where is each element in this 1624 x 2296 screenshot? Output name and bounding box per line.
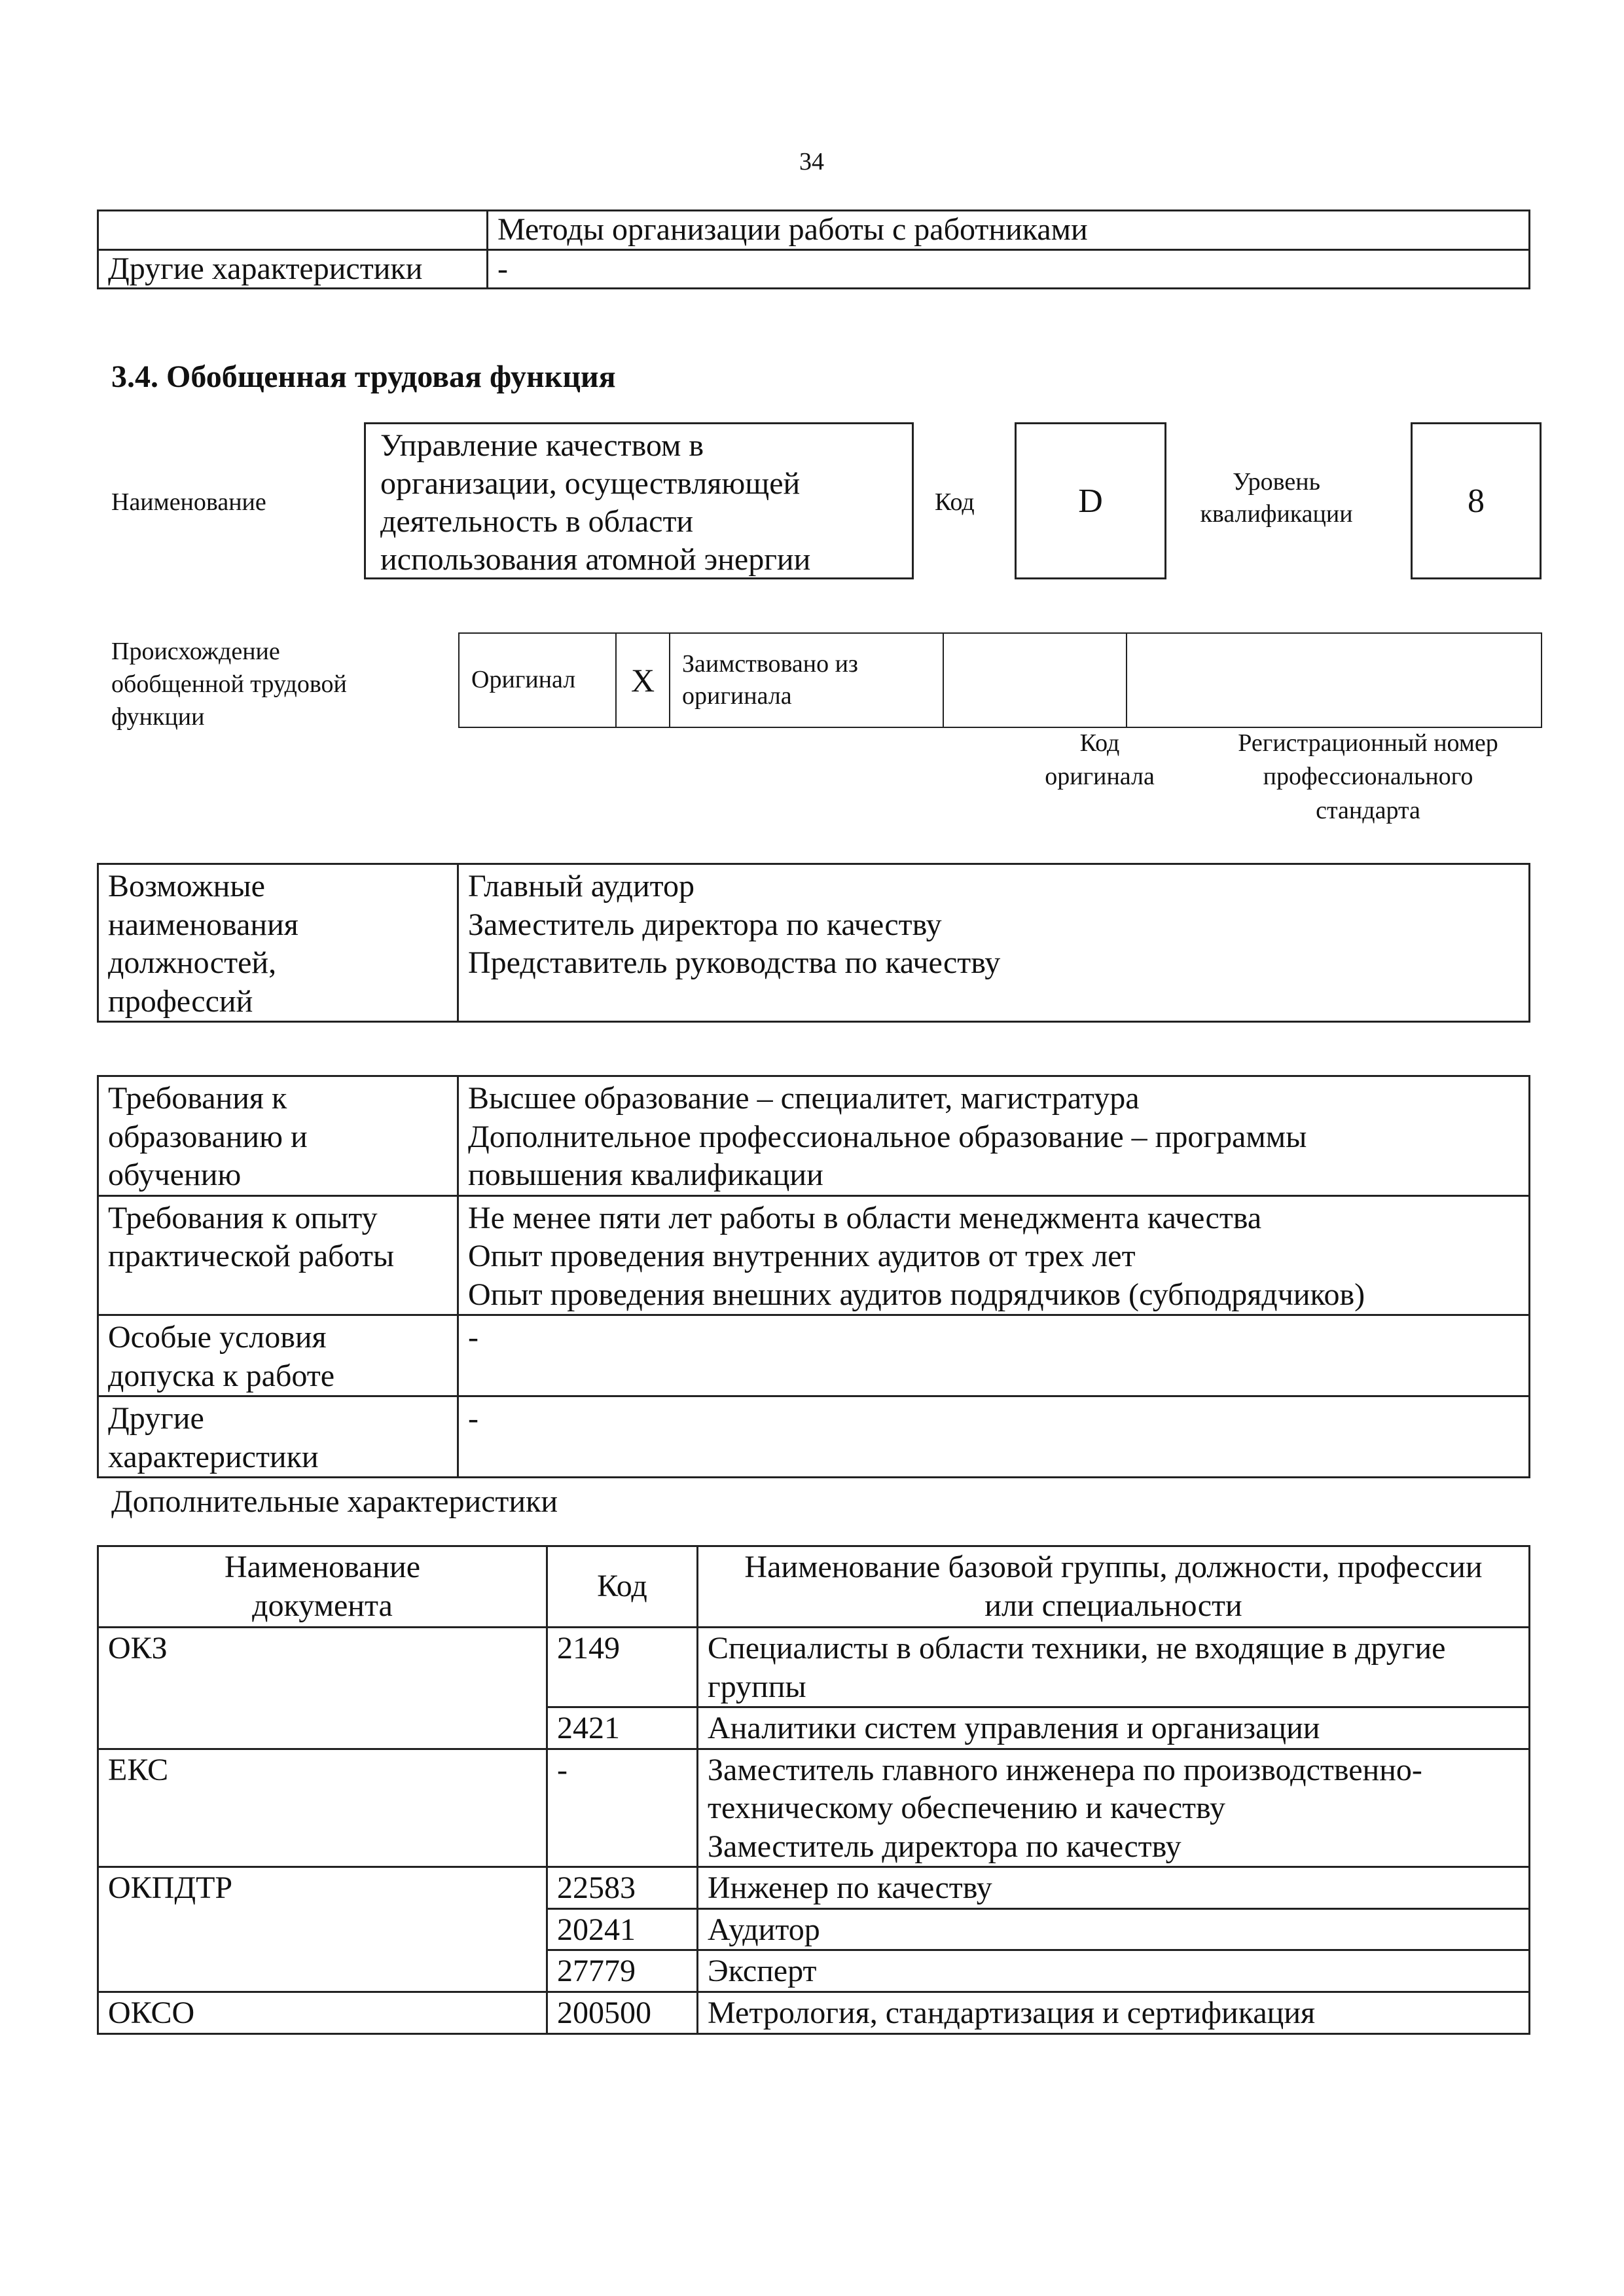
level-label (1191, 466, 1362, 531)
function-name-line: деятельность в области (380, 504, 694, 539)
code-cell: 27779 (547, 1950, 698, 1992)
table-row (98, 864, 1530, 1022)
desc-cell (698, 1908, 1530, 1950)
desc-cell (698, 1950, 1530, 1992)
origin-label-line: Происхождение (111, 638, 280, 665)
label-line: допуска к работе (108, 1358, 335, 1393)
table-row (98, 1628, 1530, 1707)
code-cell: 22583 (547, 1867, 698, 1909)
requirement-value (458, 1076, 1530, 1196)
value-line: Опыт проведения внешних аудитов подрядчиков (субподрядчиков) (468, 1277, 1365, 1312)
requirement-label (98, 1195, 458, 1315)
section-title: 3.4. Обобщенная трудовая функция (111, 359, 616, 394)
code-cell: 2149 (547, 1628, 698, 1707)
original-code-cell (943, 633, 1127, 727)
row-value: Методы организации работы с работниками (488, 211, 1530, 250)
code-cell: 200500 (547, 1992, 698, 2034)
registration-caption-line: профессионального (1263, 763, 1473, 791)
header-line: или специальности (984, 1588, 1242, 1623)
header-line: Наименование (224, 1550, 421, 1584)
table-row (98, 1076, 1530, 1196)
registration-number-cell (1127, 633, 1542, 727)
requirement-label (98, 1076, 458, 1196)
value-line: Высшее образование – специалитет, магистратура (468, 1081, 1140, 1116)
desc-line: Специалисты в области техники, не входящие в другие (708, 1631, 1446, 1666)
table-row (98, 249, 1530, 289)
doc-cell: ЕКС (98, 1749, 547, 1867)
name-label: Наименование (111, 488, 266, 516)
table-row (98, 211, 1530, 250)
table-row (98, 1992, 1530, 2034)
position-item: Главный аудитор (468, 869, 695, 903)
label-line: характеристики (108, 1439, 319, 1474)
desc-line: Эксперт (708, 1954, 817, 1989)
origin-label-line: функции (111, 703, 205, 731)
label-line: Возможные (108, 869, 265, 903)
header-line: Наименование базовой группы, должности, профессии (744, 1550, 1483, 1584)
value-line: Дополнительное профессиональное образование – программы (468, 1119, 1307, 1154)
table-row (459, 633, 1542, 727)
table-row (98, 1867, 1530, 1909)
positions-label (98, 864, 458, 1022)
origin-table (458, 632, 1542, 728)
row-value: - (488, 249, 1530, 289)
code-caption (982, 727, 1218, 794)
desc-cell (698, 1992, 1530, 2034)
code-caption-line: Код (1079, 729, 1120, 757)
requirement-label (98, 1396, 458, 1478)
table-row (98, 1749, 1530, 1867)
label-line: профессий (108, 983, 253, 1019)
registration-caption-line: Регистрационный номер (1238, 729, 1498, 757)
code-cell: 2421 (547, 1707, 698, 1749)
row-label (98, 211, 488, 250)
value-line: - (468, 1320, 478, 1355)
requirement-value (458, 1315, 1530, 1396)
doc-cell: ОКЗ (98, 1628, 547, 1749)
label-line: образованию и (108, 1119, 308, 1154)
desc-line: Аудитор (708, 1912, 820, 1947)
desc-line: Заместитель директора по качеству (708, 1829, 1182, 1864)
original-label: Оригинал (459, 633, 616, 727)
table-row (98, 1195, 1530, 1315)
table-row (98, 1396, 1530, 1478)
code-cell: 20241 (547, 1908, 698, 1950)
additional-title: Дополнительные характеристики (111, 1484, 558, 1519)
code-cell: - (547, 1749, 698, 1867)
value-line: Опыт проведения внутренних аудитов от трех лет (468, 1239, 1136, 1274)
code-value-box: D (1015, 422, 1166, 579)
original-mark: X (616, 633, 670, 727)
label-line: практической работы (108, 1239, 395, 1274)
requirement-value (458, 1195, 1530, 1315)
label-line: обучению (108, 1157, 242, 1193)
borrowed-label-line: Заимствовано из (682, 649, 858, 678)
label-line: Требования к (108, 1081, 287, 1116)
value-line: Не менее пяти лет работы в области менеджмента качества (468, 1200, 1262, 1235)
page-number: 34 (799, 148, 824, 175)
code-label: Код (935, 488, 975, 516)
position-item: Заместитель директора по качеству (468, 907, 942, 942)
desc-line: техническому обеспечению и качеству (708, 1791, 1225, 1826)
function-name-box (364, 422, 914, 579)
header-line: документа (252, 1588, 393, 1623)
header-group (698, 1546, 1530, 1628)
row-label: Другие характеристики (98, 249, 488, 289)
origin-label-line: обобщенной трудовой (111, 670, 347, 699)
additional-table (97, 1545, 1530, 2035)
function-name-line: организации, осуществляющей (380, 466, 801, 501)
desc-cell (698, 1707, 1530, 1749)
level-value-box: 8 (1411, 422, 1542, 579)
doc-cell: ОКПДТР (98, 1867, 547, 1992)
origin-label (111, 635, 347, 733)
desc-line: Заместитель главного инженера по производственно- (708, 1752, 1422, 1787)
positions-values (458, 864, 1530, 1022)
desc-line: Метрология, стандартизация и сертификация (708, 1995, 1316, 2031)
label-line: наименования (108, 907, 298, 942)
value-line: повышения квалификации (468, 1157, 823, 1193)
label-line: Особые условия (108, 1320, 327, 1355)
header-row (98, 1546, 1530, 1628)
position-item: Представитель руководства по качеству (468, 945, 1001, 981)
desc-cell (698, 1867, 1530, 1909)
header-document (98, 1546, 547, 1628)
requirements-table (97, 1075, 1530, 1478)
requirement-value (458, 1396, 1530, 1478)
table-row (98, 1315, 1530, 1396)
previous-section-table (97, 210, 1530, 289)
desc-cell (698, 1749, 1530, 1867)
positions-table (97, 863, 1530, 1023)
code-caption-line: оригинала (1045, 763, 1155, 791)
desc-line: Инженер по качеству (708, 1870, 992, 1906)
registration-caption (1204, 727, 1532, 828)
header-code: Код (547, 1546, 698, 1628)
function-name-line: использования атомной энергии (380, 542, 811, 577)
desc-line: группы (708, 1669, 806, 1704)
level-label-line: квалификации (1200, 500, 1353, 528)
label-line: Другие (108, 1401, 204, 1436)
borrowed-label-line: оригинала (682, 682, 792, 710)
doc-cell: ОКСО (98, 1992, 547, 2034)
borrowed-label (670, 633, 943, 727)
label-line: должностей, (108, 945, 277, 981)
function-name-line: Управление качеством в (380, 428, 704, 463)
requirement-label (98, 1315, 458, 1396)
registration-caption-line: стандарта (1316, 796, 1420, 824)
desc-cell (698, 1628, 1530, 1707)
value-line: - (468, 1401, 478, 1436)
desc-line: Аналитики систем управления и организации (708, 1711, 1320, 1746)
level-label-line: Уровень (1233, 468, 1320, 496)
label-line: Требования к опыту (108, 1200, 378, 1235)
